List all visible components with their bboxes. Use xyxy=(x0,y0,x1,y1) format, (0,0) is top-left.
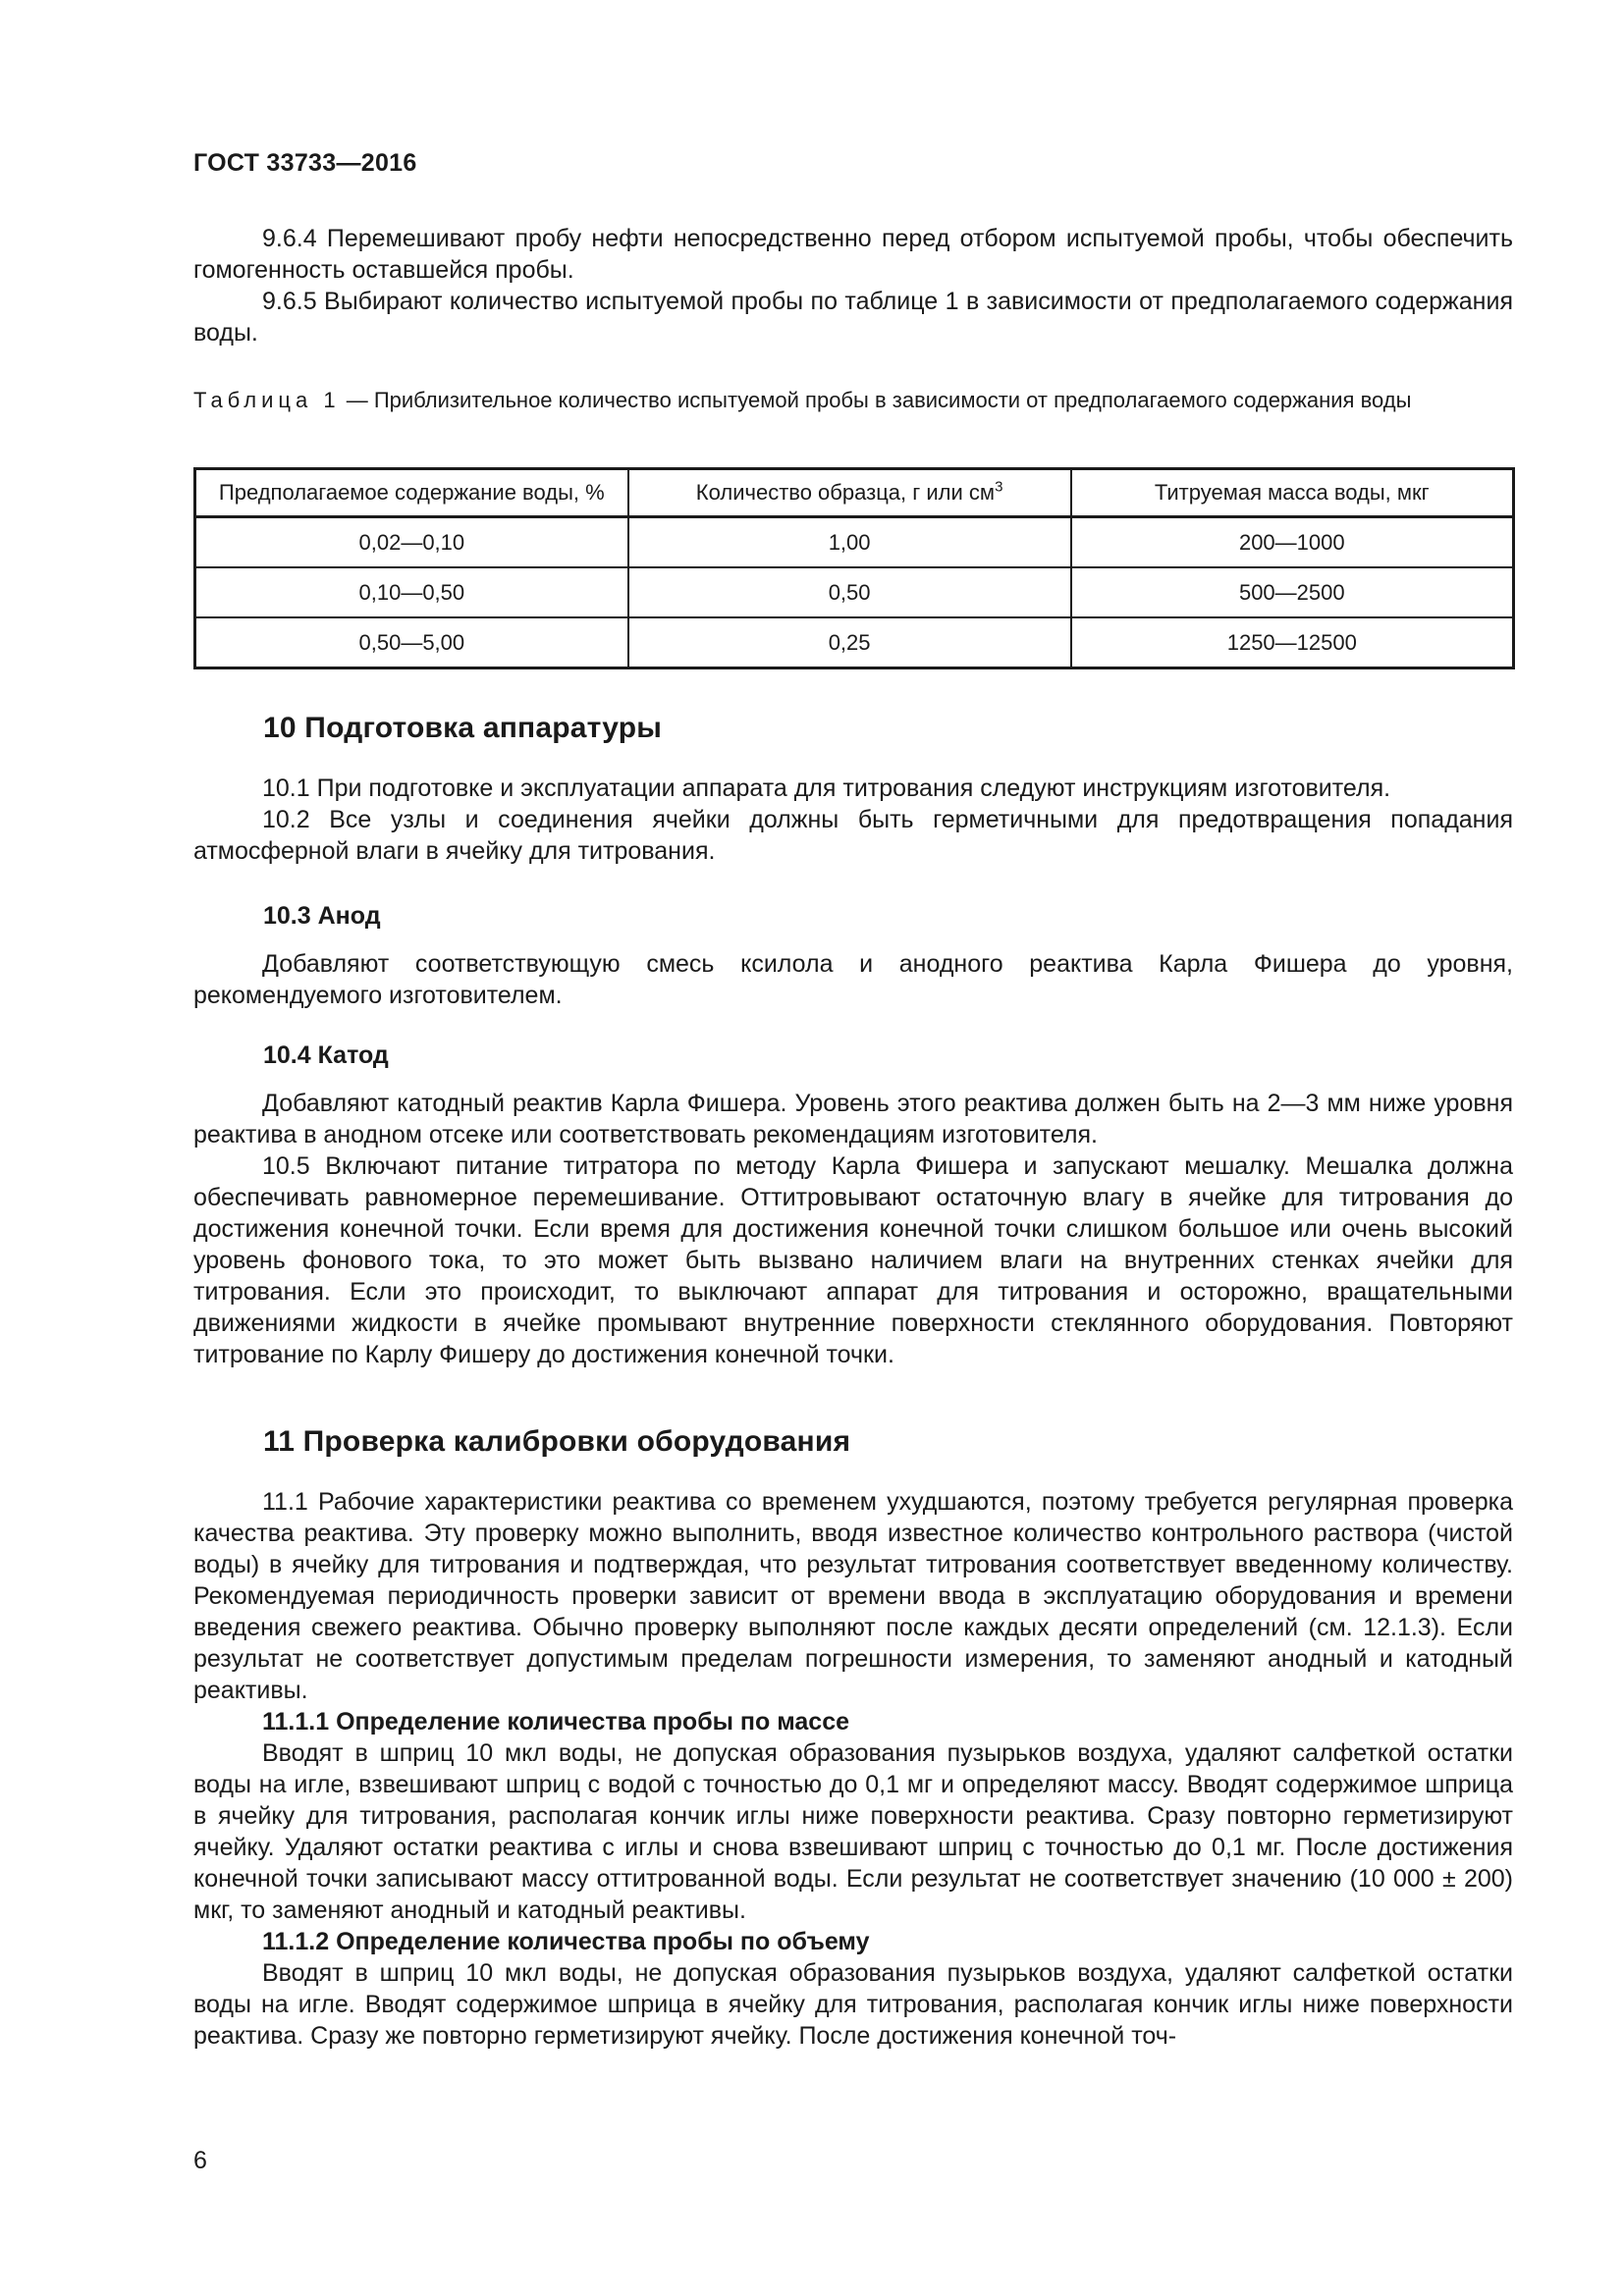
table-row xyxy=(195,567,1514,617)
paragraph-anode: Добавляют соответствующую смесь ксилола и анодного реактива Карла Фишера до уровня, рекомендуемого изготовителем. xyxy=(193,950,1513,1009)
paragraph-10-5: 10.5 Включают питание титратора по методу Карла Фишера и запускают мешалку. Мешалка должна обеспечивать равномерное перемешивание. Оттитровывают остаточную влагу в ячейке для титрования до достижения конечной точки. Если время для достижения конечной точки слишком большое или очень высокий уровень фонового тока, то это может быть вызвано наличием влаги на внутренних стенках ячейки для титрования. Если это происходит, то выключают аппарат для титрования и осторожно, вращательными движениями жидкости в ячейке промывают внутренние поверхности стеклянного оборудования. Повторяют титрование по Карлу Фишеру до достижения конечной точки. xyxy=(193,1152,1513,1368)
table-row xyxy=(195,517,1514,568)
subsection-11-1-1-title: 11.1.1 Определение количества пробы по массе xyxy=(262,1708,850,1735)
sample-size-table xyxy=(193,467,1515,669)
table-header-row xyxy=(195,469,1514,517)
cathode-block xyxy=(193,1088,1513,1370)
section-10-3-title: 10.3 Анод xyxy=(263,902,381,930)
cell-mass: 500—2500 xyxy=(1071,567,1514,617)
cell-water: 0,10—0,50 xyxy=(195,567,628,617)
section-11-title: 11 Проверка калибровки оборудования xyxy=(263,1425,851,1458)
paragraph-11-1: 11.1 Рабочие характеристики реактива со временем ухудшаются, поэтому требуется регулярная проверка качества реактива. Эту проверку можно выполнить, вводя известное количество контрольного раствора (чистой воды) в ячейку для титрования и подтверждая, что результат титрования соответствует введенному количеству. Рекомендуемая периодичность проверки зависит от времени ввода в эксплуатацию оборудования и времени введения свежего реактива. Обычно проверку выполняют после каждых десяти определений (см. 12.1.3). Если результат не соответствует допустимым пределам погрешности измерения, то заменяют анодный и катодный реактивы. xyxy=(193,1488,1513,1704)
standard-header: ГОСТ 33733—2016 xyxy=(193,149,417,177)
cell-sample: 1,00 xyxy=(628,517,1071,568)
table-row xyxy=(195,617,1514,668)
header-sample-amount xyxy=(628,469,1071,517)
paragraph-9-6-4: 9.6.4 Перемешивают пробу нефти непосредственно перед отбором испытуемой пробы, чтобы обеспечить гомогенность оставшейся пробы. xyxy=(193,225,1513,284)
paragraph-cathode: Добавляют катодный реактив Карла Фишера. Уровень этого реактива должен быть на 2—3 мм ниже уровня реактива в анодном отсеке или соответствовать рекомендациям изготовителя. xyxy=(193,1090,1513,1148)
page-number: 6 xyxy=(193,2147,207,2174)
table-caption-text: — Приблизительное количество испытуемой пробы в зависимости от предполагаемого содержания воды xyxy=(340,388,1412,412)
paragraph-10-2: 10.2 Все узлы и соединения ячейки должны быть герметичными для предотвращения попадания атмосферной влаги в ячейку для титрования. xyxy=(193,806,1513,865)
anode-block xyxy=(193,948,1513,1011)
paragraph-9-6-5: 9.6.5 Выбирают количество испытуемой пробы по таблице 1 в зависимости от предполагаемого содержания воды. xyxy=(193,288,1513,347)
paragraph-10-1: 10.1 При подготовке и эксплуатации аппарата для титрования следуют инструкциям изготовителя. xyxy=(262,774,1391,802)
table-caption-label: Таблица 1 xyxy=(193,388,341,412)
header-titrated-mass: Титруемая масса воды, мкг xyxy=(1071,469,1514,517)
table-caption xyxy=(193,386,1513,414)
paragraph-11-1-1: Вводят в шприц 10 мкл воды, не допуская образования пузырьков воздуха, удаляют салфеткой остатки воды на игле, взвешивают шприц с водой с точностью до 0,1 мг и определяют массу. Вводят содержимое шприца в ячейку для титрования, располагая кончик иглы ниже поверхности реактива. Сразу повторно герметизируют ячейку. Удаляют остатки реактива с иглы и снова взвешивают шприц с точностью до 0,1 мг. После достижения конечной точки записывают массу оттитрованной воды. Если результат не соответствует значению (10 000 ± 200) мкг, то заменяют анодный и катодный реактивы. xyxy=(193,1739,1513,1924)
section-10-paragraphs xyxy=(193,773,1513,867)
cell-water: 0,02—0,10 xyxy=(195,517,628,568)
cell-mass: 200—1000 xyxy=(1071,517,1514,568)
header-sample-amount-text: Количество образца, г или см xyxy=(695,480,996,505)
paragraph-11-1-2: Вводят в шприц 10 мкл воды, не допуская образования пузырьков воздуха, удаляют салфеткой остатки воды на игле. Вводят содержимое шприца в ячейку для титрования, располагая кончик иглы ниже поверхности реактива. Сразу же повторно герметизируют ячейку. После достижения конечной точ- xyxy=(193,1959,1513,2050)
cell-mass: 1250—12500 xyxy=(1071,617,1514,668)
cell-sample: 0,50 xyxy=(628,567,1071,617)
section-10-4-title: 10.4 Катод xyxy=(263,1041,389,1069)
section-11-paragraphs xyxy=(193,1486,1513,2052)
intro-paragraphs xyxy=(193,223,1513,348)
subsection-11-1-2-title: 11.1.2 Определение количества пробы по объему xyxy=(262,1928,870,1955)
cell-sample: 0,25 xyxy=(628,617,1071,668)
section-10-title: 10 Подготовка аппаратуры xyxy=(263,712,663,744)
cell-water: 0,50—5,00 xyxy=(195,617,628,668)
header-water-content: Предполагаемое содержание воды, % xyxy=(195,469,628,517)
header-sample-amount-sup: 3 xyxy=(995,478,1003,496)
